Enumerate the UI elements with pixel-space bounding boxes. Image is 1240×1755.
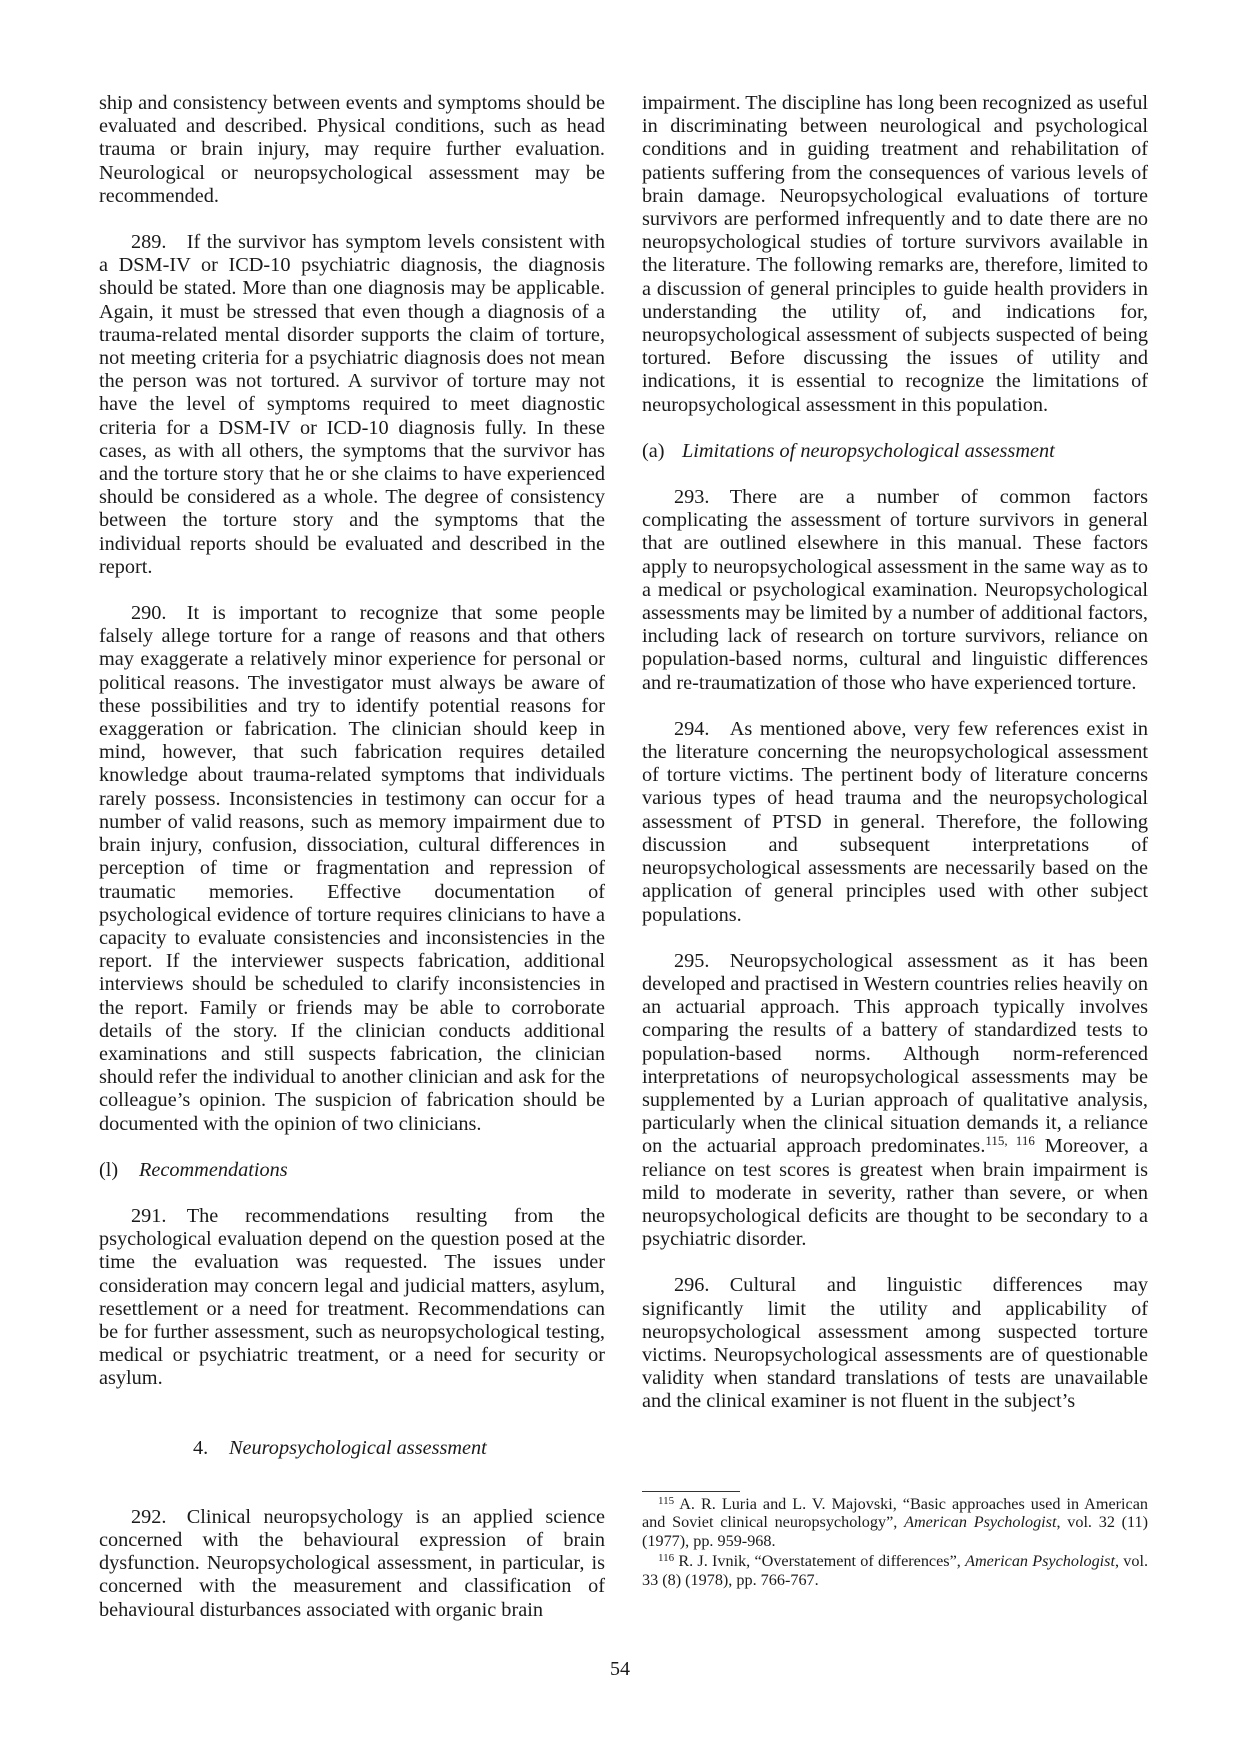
footnote-116 xyxy=(642,1552,1148,1589)
footnote-reference[interactable]: 115, 116 xyxy=(985,1133,1035,1149)
footnote-text: R. J. Ivnik, “Overstatement of differences”, xyxy=(674,1552,966,1571)
paragraph-295-part-a: 295. Neuropsychological assessment as it has been developed and practised in Western countries relies heavily on an actuarial approach. This approach typically involves comparing the results of a battery of standardized tests to population-based norms. Although norm-referenced interpretations of neuropsychological assessments may be supplemented by a Lurian approach of qualitative analysis, particularly when the clinical situation demands it, a reliance on the actuarial approach predominates. xyxy=(642,949,1148,1158)
subheading-limitations xyxy=(642,440,1148,463)
footnote-115 xyxy=(642,1495,1148,1550)
footnote-text: A. R. Luria and L. V. Majovski, “Basic approaches used in American and Soviet clinical neuropsychology”, xyxy=(642,1495,1148,1532)
subheading-letter: (l) xyxy=(99,1158,119,1181)
paragraph-295-part-b: Moreover, a reliance on test scores is greatest when brain impairment is mild to moderate in severity, rather than severe, or when neuropsychological deficits are thought to be secondary to a psychiatric disorder. xyxy=(642,1135,1148,1251)
subheading-recommendations xyxy=(99,1159,605,1182)
section-number: 4. xyxy=(193,1436,209,1459)
paragraph-296: 296. Cultural and linguistic differences may significantly limit the utility and applicability of neuropsychological assessment among suspected torture victims. Neuropsychological assessments are of questionable validity when standard translations of tests are unavailable and the clinical examiner is not fluent in the subject’s xyxy=(642,1274,1148,1413)
paragraph-294: 294. As mentioned above, very few references exist in the literature concerning the neuropsychological assessment of torture victims. The pertinent body of literature concerns various types of head trauma and the neuropsychological assessment of PTSD in general. Therefore, the following discussion and subsequent interpretations of neuropsychological assessments are necessarily based on the application of general principles used with other subject populations. xyxy=(642,717,1148,926)
subheading-letter: (a) xyxy=(642,439,665,462)
paragraph-290: 290. It is important to recognize that some people falsely allege torture for a range of reasons and that others may exaggerate a relatively minor experience for personal or political reasons. The investigator must always be aware of these possibilities and try to identify potential reasons for exaggeration or fabrication. The clinician should keep in mind, however, that such fabrication requires detailed knowledge about trauma-related symptoms that individuals rarely possess. Inconsistencies in testimony can occur for a number of valid reasons, such as memory impairment due to brain injury, confusion, dissociation, cultural differences in perception of time or fragmentation and repression of traumatic memories. Effective documentation of psychological evidence of torture requires clinicians to have a capacity to evaluate consistencies and inconsistencies in the report. If the interviewer suspects fabrication, additional interviews should be scheduled to clarify inconsistencies in the report. Family or friends may be able to corroborate details of the story. If the clinician conducts additional examinations and still suspects fabrication, the clinician should refer the individual to another clinician and ask for the colleague’s opinion. The suspicion of fabrication should be documented with the opinion of two clinicians. xyxy=(99,602,605,1135)
journal-title: American Psychologist xyxy=(904,1513,1057,1532)
right-column xyxy=(642,92,1148,1414)
paragraph-291: 291. The recommendations resulting from the psychological evaluation depend on the question posed at the time the evaluation was requested. The issues under consideration may concern legal and judicial matters, asylum, resettlement or a need for treatment. Recommendations can be for further assessment, such as neuropsychological testing, medical or psychiatric treatment, or a need for security or asylum. xyxy=(99,1204,605,1390)
footnote-number: 116 xyxy=(658,1552,675,1565)
section-heading-neuropsychological xyxy=(99,1437,605,1460)
page-number: 54 xyxy=(610,1658,630,1680)
paragraph-293: 293. There are a number of common factors complicating the assessment of torture survivors in general that are outlined elsewhere in this manual. These factors apply to neuropsychological assessment in the same way as to a medical or psychological examination. Neuropsychological assessments may be limited by a number of additional factors, including lack of research on torture survivors, reliance on population-based norms, cultural and linguistic differences and re-traumatization of those who have experienced torture. xyxy=(642,486,1148,694)
footnote-number: 115 xyxy=(658,1495,675,1507)
subheading-title: Recommendations xyxy=(139,1158,288,1181)
paragraph-continued: ship and consistency between events and symptoms should be evaluated and described. Physical conditions, such as head trauma or brain injury, may require further evaluation. Neurological or neuropsychological assessment may be recommended. xyxy=(99,92,605,207)
footnotes xyxy=(642,1495,1148,1591)
paragraph-289: 289. If the survivor has symptom levels consistent with a DSM-IV or ICD-10 psychiatric diagnosis, the diagnosis should be stated. More than one diagnosis may be applicable. Again, it must be stressed that even though a diagnosis of a trauma-related mental disorder supports the claim of torture, not meeting criteria for a psychiatric diagnosis does not mean the person was not tortured. A survivor of torture may not have the level of symptoms required to meet diagnostic criteria for a DSM-IV or ICD-10 diagnosis fully. In these cases, as with all others, the symptoms that the survivor has and the torture story that he or she claims to have experienced should be considered as a whole. The degree of consistency between the torture story and the symptoms that the individual reports should be evaluated and described in the report. xyxy=(99,231,605,578)
subheading-title: Limitations of neuropsychological assessment xyxy=(682,439,1055,462)
journal-title: American Psychologist xyxy=(965,1552,1115,1571)
section-title: Neuropsychological assessment xyxy=(229,1436,487,1459)
paragraph-295 xyxy=(642,950,1148,1252)
paragraph-292-continued: impairment. The discipline has long been recognized as useful in discriminating between neurological and psychological conditions and in guiding treatment and rehabilitation of patients suffering from the consequences of various levels of brain damage. Neuropsychological evaluations of torture survivors are performed infrequently and to date there are no neuropsychological studies of torture survivors available in the literature. The following remarks are, therefore, limited to a discussion of general principles to guide health providers in understanding the utility of, and indications for, neuropsychological assessment of subjects suspected of being tortured. Before discussing the issues of utility and indications, it is essential to recognize the limitations of neuropsychological assessment in this population. xyxy=(642,92,1148,416)
paragraph-292: 292. Clinical neuropsychology is an applied science concerned with the behavioural expression of brain dysfunction. Neuropsychological assessment, in particular, is concerned with the measurement and classification of behavioural disturbances associated with organic brain xyxy=(99,1505,605,1621)
footnote-text: , vol. 32 (11) (1977), pp. 959-968. xyxy=(642,1513,1149,1550)
footnote-text: , vol. 33 (8) (1978), pp. 766-767. xyxy=(642,1552,1149,1589)
footnote-divider xyxy=(642,1491,740,1492)
left-column xyxy=(99,92,605,1622)
